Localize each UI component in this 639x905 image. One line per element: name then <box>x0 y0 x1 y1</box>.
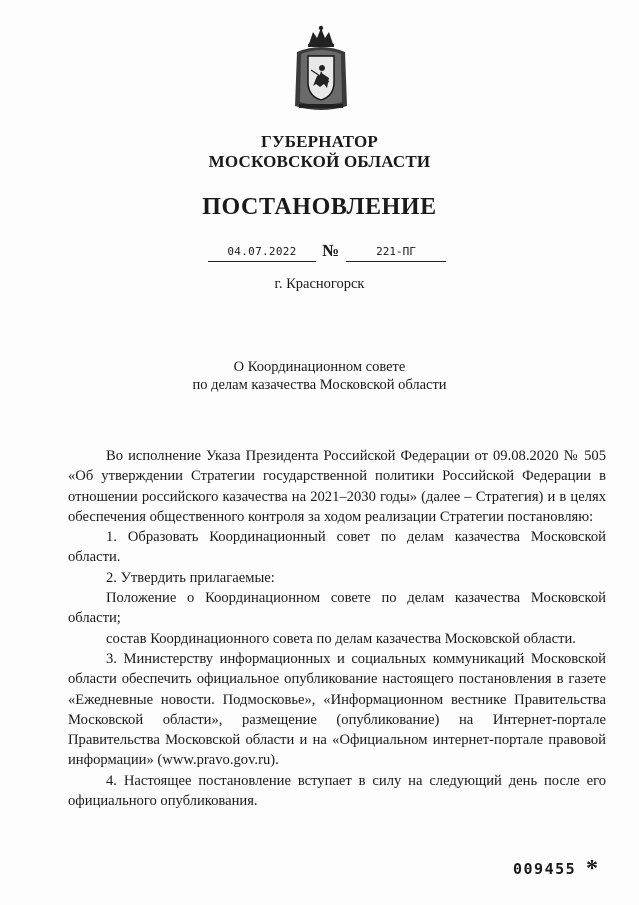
issue-city: г. Красногорск <box>274 276 365 292</box>
item-2a-paragraph: Положение о Координационном совете по делам казачества Московской области; <box>68 590 606 627</box>
item-2b-paragraph: состав Координационного совета по делам казачества Московской области. <box>106 630 576 647</box>
document-type-heading: ПОСТАНОВЛЕНИЕ <box>202 194 437 220</box>
item-3-paragraph: 3. Министерству информационных и социальных коммуникаций Московской области обеспечить официальное опубликование настоящего постановления в газете «Ежедневные новости. Подмосковье», «Информационном вестнике Правительства Московской области», размещение (опубликование) на Интернет-портале Правительства Московской области и на «Официальном интернет-портале правовой информации» (www.pravo.gov.ru). <box>68 650 606 769</box>
document-body <box>68 446 606 811</box>
issuer-title-line1: ГУБЕРНАТОР <box>261 132 378 151</box>
serial-number: 009455 <box>513 860 577 878</box>
issuer-title-line2: МОСКОВСКОЙ ОБЛАСТИ <box>208 152 431 171</box>
preamble-paragraph: Во исполнение Указа Президента Российской Федерации от 09.08.2020 № 505 «Об утверждении Стратегии государственной политики Российской Федерации в отношении российского казачества на 2021–2030 годы» (далее – Стратегия) и в целях обеспечения общественного контроля за ходом реализации Стратегии постановляю: <box>68 448 606 525</box>
coat-of-arms-emblem <box>291 24 351 112</box>
subject-line2: по делам казачества Московской области <box>192 377 447 393</box>
number-sign: № <box>322 241 340 260</box>
subject-line1: О Координационном совете <box>233 359 406 375</box>
item-1-paragraph: 1. Образовать Координационный совет по делам казачества Московской области. <box>68 529 606 566</box>
star-mark: * <box>586 856 598 882</box>
item-2-paragraph: 2. Утвердить прилагаемые: <box>106 569 275 586</box>
registration-date: 04.07.2022 <box>208 244 316 262</box>
item-4-paragraph: 4. Настоящее постановление вступает в силу на следующий день после его официального опубликования. <box>68 772 606 810</box>
registration-number: 221-ПГ <box>346 244 446 262</box>
